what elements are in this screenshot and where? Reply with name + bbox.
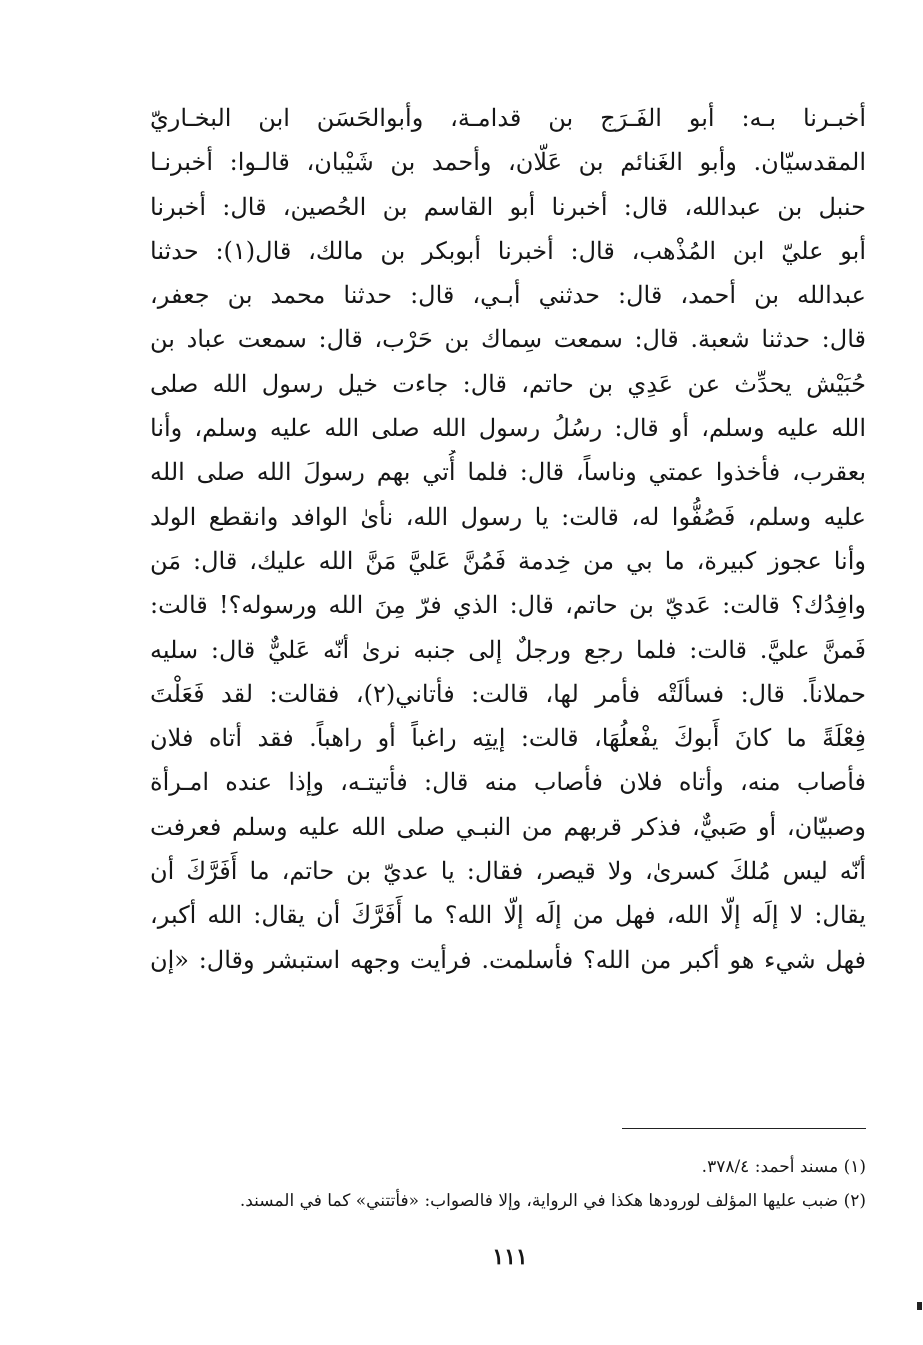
text-line: المقدسيّان. وأبو الغَنائم بن عَلّان، وأحمد بن شَيْبان، قالـوا: أخبرنـا bbox=[150, 148, 866, 177]
text-line: أنّه ليس مُلكَ كسرىٰ، ولا قيصر، فقال: يا عديّ بن حاتم، ما أَفَرَّكَ أن bbox=[150, 857, 866, 886]
text-line: وصبيّان، أو صَبيٌّ، فذكر قربهم من النبـي صلى الله عليه وسلم فعرفت bbox=[150, 812, 866, 841]
body-text bbox=[150, 96, 866, 982]
text-line: فأصاب منه، وأتاه فلان فأصاب منه قال: فأتيتـه، وإذا عنده امـرأة bbox=[150, 768, 866, 797]
text-line: الله عليه وسلم، أو قال: رسُلُ رسول الله صلى الله عليه وسلم، وأنا bbox=[150, 414, 866, 443]
text-line: فَمنَّ عليَّ. قالت: فلما رجع ورجلٌ إلى جنبه نرىٰ أنّه عَليٌّ قال: سليه bbox=[150, 635, 866, 664]
footnotes bbox=[150, 1150, 866, 1218]
text-line: حملاناً. قال: فسألَتْه فأمر لها، قالت: فأتاني(٢)، فقالت: لقد فَعَلْتَ bbox=[150, 679, 866, 708]
scan-edge-mark bbox=[917, 1302, 922, 1310]
text-line: يقال: لا إلَه إلّا الله، فهل من إلَه إلّا الله؟ ما أَفَرَّكَ أن يقال: الله أكبر، bbox=[150, 901, 866, 930]
text-line: وافِدُك؟ قالت: عَديّ بن حاتم، قال: الذي فرّ مِنَ الله ورسوله؟! قالت: bbox=[150, 591, 866, 620]
text-line: وأنا عجوز كبيرة، ما بي من خِدمة فَمُنَّ عَليَّ مَنَّ الله عليك، قال: مَن bbox=[150, 546, 866, 575]
text-line: حُبَيْش يحدِّث عن عَدِي بن حاتم، قال: جاءت خيل رسول الله صلى bbox=[150, 369, 866, 398]
footnote-2: (٢) ضبب عليها المؤلف لورودها هكذا في الرواية، وإلا فالصواب: «فأتتني» كما في المسند. bbox=[239, 1191, 866, 1211]
text-line: بعقرب، فأخذوا عمتي وناساً، قال: فلما أُتي بهم رسولَ الله صلى الله bbox=[150, 458, 866, 487]
text-line: أبو عليّ ابن المُذْهب، قال: أخبرنا أبوبكر بن مالك، قال(١): حدثنا bbox=[150, 236, 866, 265]
text-line: فِعْلَةً ما كانَ أَبوكَ يفْعلُهَا، قالت: إيتِه راغباً أو راهباً. فقد أتاه فلان bbox=[150, 724, 866, 753]
footnote-1: (١) مسند أحمد: ٣٧٨/٤. bbox=[701, 1157, 866, 1177]
text-line: عبدالله بن أحمد، قال: حدثني أبـي، قال: حدثنا محمد بن جعفر، bbox=[150, 281, 866, 310]
text-line: عليه وسلم، فَصُفُّوا له، قالت: يا رسول الله، نأىٰ الوافد وانقطع الولد bbox=[150, 502, 866, 531]
text-line: فهل شيء هو أكبر من الله؟ فأسلمت. فرأيت وجهه استبشر وقال: «إن bbox=[150, 945, 866, 974]
text-line: حنبل بن عبدالله، قال: أخبرنا أبو القاسم بن الحُصين، قال: أخبرنا bbox=[150, 192, 866, 221]
footnote-separator bbox=[622, 1128, 866, 1129]
text-line: قال: حدثنا شعبة. قال: سمعت سِماك بن حَرْب، قال: سمعت عباد بن bbox=[150, 325, 866, 354]
text-line: أخبـرنا بـه: أبو الفَـرَج بن قدامـة، وأبوالحَسَن ابن البخـاريّ bbox=[150, 104, 866, 132]
page-number: ١١١ bbox=[492, 1244, 528, 1270]
